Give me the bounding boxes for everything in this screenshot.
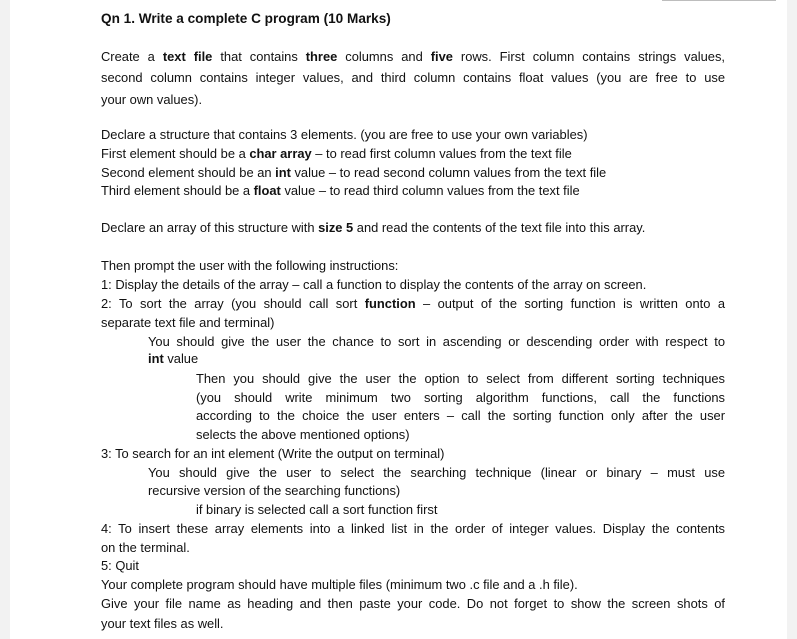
right-margin-shade	[787, 0, 797, 639]
para4-line17: 5: Quit	[101, 558, 139, 573]
para4-line3: 2: To sort the array (you should call sort function – output of the sorting function is written onto a	[101, 296, 725, 311]
para3-line1: Declare an array of this structure with size 5 and read the contents of the text file into this array.	[101, 220, 646, 235]
para4-line1: Then prompt the user with the following instructions:	[101, 258, 399, 273]
para4-line16: on the terminal.	[101, 540, 190, 555]
para1-line1: Create a text file that contains three columns and five rows. First column contains strings values,	[101, 49, 725, 64]
para4-line20: your text files as well.	[101, 616, 224, 631]
para4-line11: 3: To search for an int element (Write the output on terminal)	[101, 446, 445, 461]
para4-line10: selects the above mentioned options)	[196, 427, 410, 442]
para4-line19: Give your file name as heading and then paste your code. Do not forget to show the screen shots of	[101, 596, 725, 611]
para4-line2: 1: Display the details of the array – call a function to display the contents of the array on screen.	[101, 277, 647, 292]
para2-line3: Second element should be an int value – to read second column values from the text file	[101, 165, 607, 180]
para4-line7: Then you should give the user the option to select from different sorting techniques	[196, 371, 725, 386]
question-title: Qn 1. Write a complete C program (10 Marks)	[101, 11, 391, 26]
para4-line5: You should give the user the chance to sort in ascending or descending order with respect to	[148, 334, 725, 349]
para2-line4: Third element should be a float value – to read third column values from the text file	[101, 183, 580, 198]
left-margin-shade	[0, 0, 10, 639]
para1-line2: second column contains integer values, and third column contains float values (you are free to use	[101, 70, 725, 85]
para2-line1: Declare a structure that contains 3 elements. (you are free to use your own variables)	[101, 127, 588, 142]
para4-line9: according to the choice the user enters – call the sorting function only after the user	[196, 408, 725, 423]
para4-line12: You should give the user to select the searching technique (linear or binary – must use	[148, 465, 725, 480]
para1-line3: your own values).	[101, 92, 203, 107]
para4-line15: 4: To insert these array elements into a linked list in the order of integer values. Display the contents	[101, 521, 725, 536]
para4-line4: separate text file and terminal)	[101, 315, 275, 330]
para4-line6: int value	[148, 351, 199, 366]
para2-line2: First element should be a char array – to read first column values from the text file	[101, 146, 572, 161]
para4-line18: Your complete program should have multiple files (minimum two .c file and a .h file).	[101, 577, 578, 592]
para4-line14: if binary is selected call a sort function first	[196, 502, 438, 517]
top-edge-line	[662, 0, 776, 1]
para4-line8: (you should write minimum two sorting algorithm functions, call the functions	[196, 390, 725, 405]
para4-line13: recursive version of the searching functions)	[148, 483, 401, 498]
